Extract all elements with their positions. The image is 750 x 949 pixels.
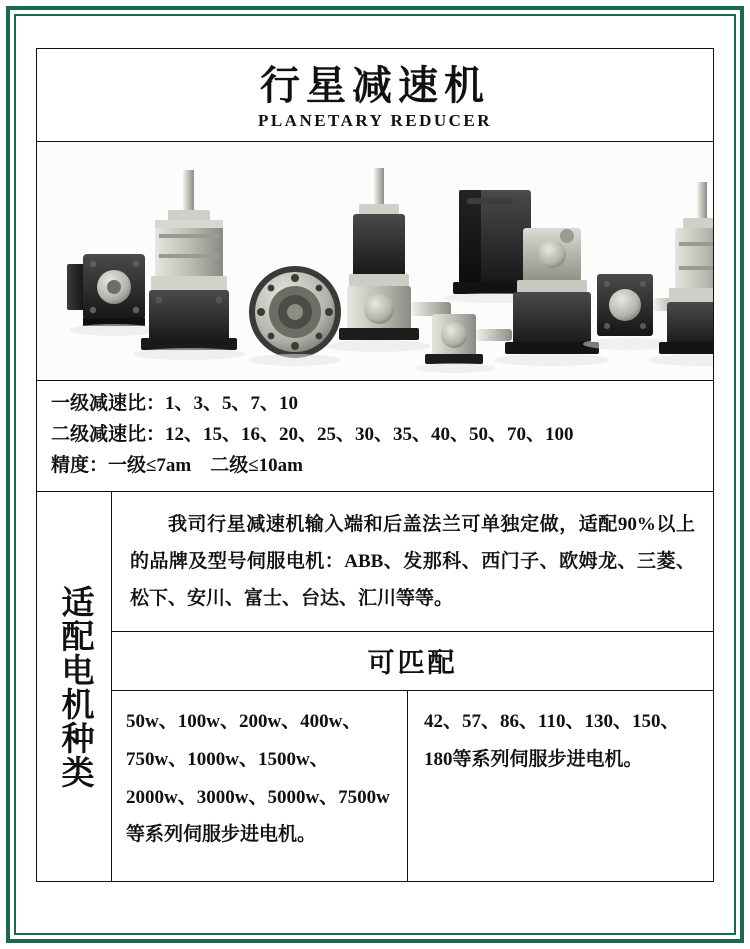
match-column-frame-size-text: 42、57、86、110、130、150、180等系列伺服步进电机。 xyxy=(424,711,680,771)
match-columns xyxy=(112,691,713,881)
spec-line-ratio-stage1: 一级减速比：1、3、5、7、10 xyxy=(51,393,299,414)
description-block xyxy=(112,492,713,632)
match-heading-text: 可匹配 xyxy=(367,648,458,679)
content-card xyxy=(36,48,714,882)
spec-line-precision: 精度：一级≤7am 二级≤10am xyxy=(51,454,304,476)
match-column-frame-size xyxy=(408,691,713,881)
lower-section xyxy=(37,492,713,881)
match-column-power-text: 50w、100w、200w、400w、750w、1000w、1500w、2000w、3000w、5000w、7500w等系列伺服步进电机。 xyxy=(126,711,390,846)
product-photo-image xyxy=(37,142,713,380)
vertical-label-text: 适配电机种类 xyxy=(56,584,93,789)
page-title-cn: 行星减速机 xyxy=(260,63,490,108)
title-block xyxy=(37,49,713,142)
lower-right-column xyxy=(112,492,713,881)
page-title-en: PLANETARY REDUCER xyxy=(257,111,493,130)
match-column-power xyxy=(112,691,408,881)
description-text: 我司行星减速机输入端和后盖法兰可单独定做，适配90%以上的品牌及型号伺服电机：ABB、发那科、西门子、欧姆龙、三菱、松下、安川、富士、台达、汇川等等。 xyxy=(130,514,695,610)
spec-line-ratio-stage2: 二级减速比：12、15、16、20、25、30、35、40、50、70、100 xyxy=(51,423,574,445)
match-heading-block xyxy=(112,632,713,691)
product-photo-strip xyxy=(37,142,713,381)
spec-block xyxy=(37,381,713,492)
vertical-label-cell xyxy=(37,492,112,881)
